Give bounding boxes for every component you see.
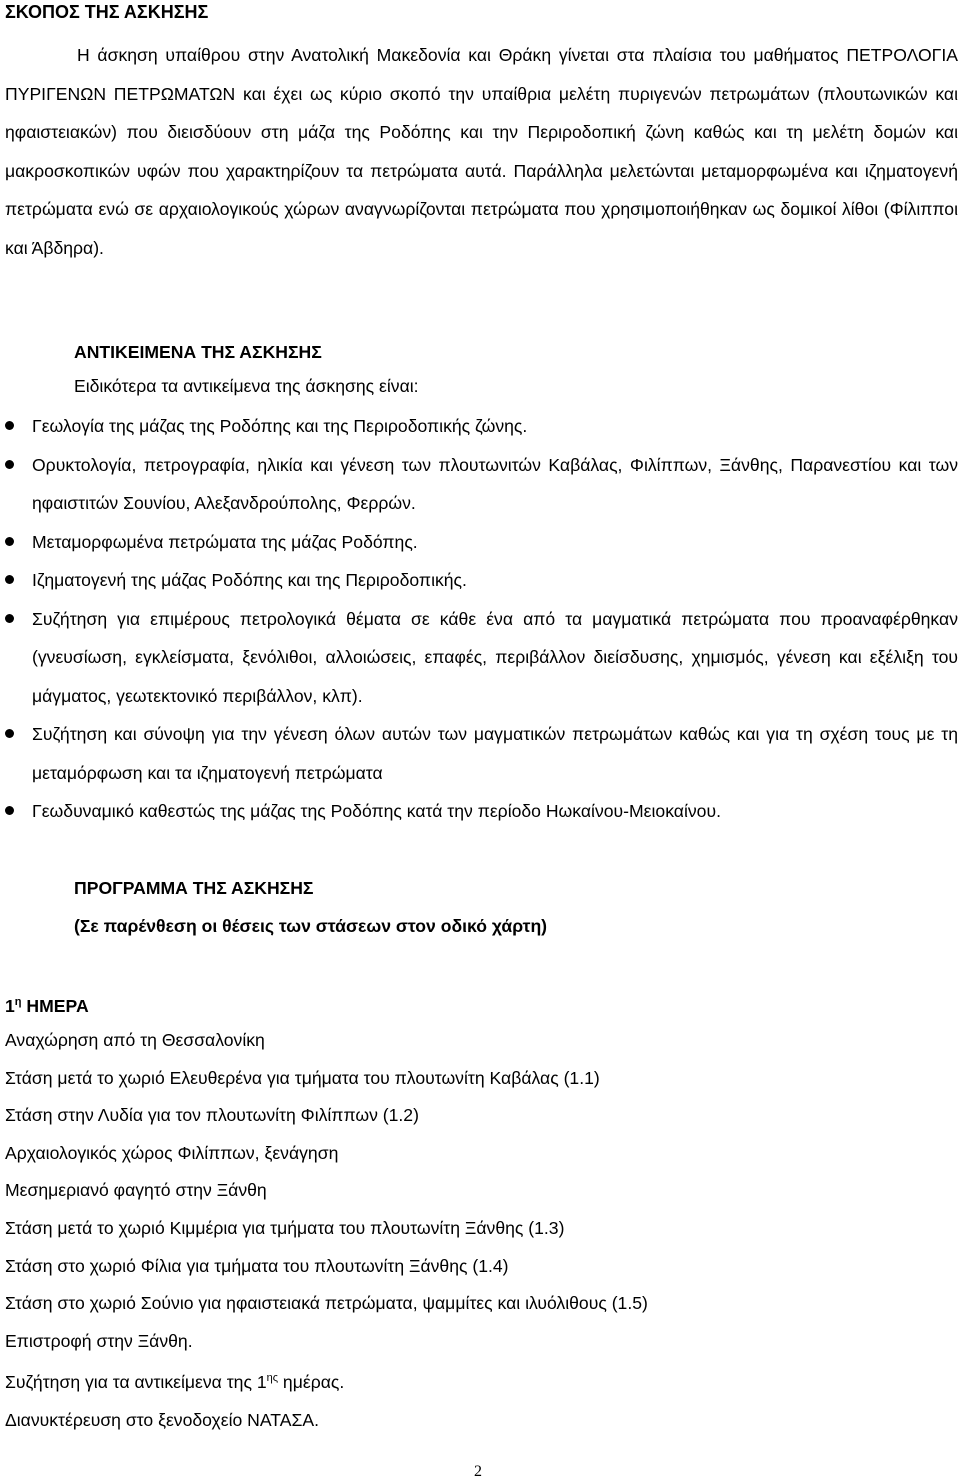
itinerary-item: Αρχαιολογικός χώρος Φιλίππων, ξενάγηση (5, 1142, 339, 1163)
bullet-icon (5, 806, 14, 815)
page-number: 2 (474, 1463, 482, 1480)
list-item: Μεταμορφωμένα πετρώματα της μάζας Ροδόπης. (0, 523, 960, 562)
itinerary-item: Στάση στην Λυδία για τον πλουτωνίτη Φιλίππων (1.2) (5, 1105, 419, 1126)
bullet-icon (5, 575, 14, 584)
itinerary-item: Μεσημεριανό φαγητό στην Ξάνθη (5, 1180, 267, 1201)
bullet-icon (5, 537, 14, 546)
itinerary-item: Στάση στο χωριό Σούνιο για ηφαιστειακά πετρώματα, ψαμμίτες και ιλυόλιθους (1.5) (5, 1293, 648, 1314)
list-item: Συζήτηση και σύνοψη για την γένεση όλων αυτών των μαγματικών πετρωμάτων καθώς και για τη σχέση τους με τη μεταμόρφωση και τα ιζηματογενή πετρώματα (0, 715, 960, 792)
list-item: Συζήτηση για επιμέρους πετρολογικά θέματα σε κάθε ένα από τα μαγματικά πετρώματα που προαναφέρθηκαν (γνευσίωση, εγκλείσματα, ξενόλιθοι, αλλοιώσεις, επαφές, περιβάλλον διείσδυσης, χημισμός, γένεση και εξέλιξη του μάγματος, γεωτεκτονικό περιβάλλον, κλπ). (0, 600, 960, 716)
itinerary-item: Επιστροφή στην Ξάνθη. (5, 1330, 193, 1351)
bullet-icon (5, 421, 14, 430)
bullet-icon (5, 729, 14, 738)
list-item: Γεωλογία της μάζας της Ροδόπης και της Περιροδοπικής ζώνης. (0, 407, 960, 446)
itinerary-item: Στάση μετά το χωριό Κιμμέρια για τμήματα του πλουτωνίτη Ξάνθης (1.3) (5, 1217, 565, 1238)
itinerary-item: Στάση στο χωριό Φίλια για τμήματα του πλουτωνίτη Ξάνθης (1.4) (5, 1255, 509, 1276)
day-heading: $1^\eta$ ΗΜΕΡΑ (5, 996, 89, 1016)
itinerary-discussion: Συζήτηση για τα αντικείμενα της $1^{\eta\varsigma}$ ημέρας. (5, 1372, 345, 1393)
list-item: Γεωδυναμικό καθεστώς της μάζας της Ροδόπης κατά την περίοδο Ηωκαίνου-Μειοκαίνου. (0, 792, 960, 831)
objectives-intro: Ειδικότερα τα αντικείμενα της άσκησης είναι: (74, 376, 419, 396)
itinerary-overnight: Διανυκτέρευση στο ξενοδοχείο ΝΑΤΑΣΑ. (5, 1409, 319, 1430)
programme-subtitle: (Σε παρένθεση οι θέσεις των στάσεων στον οδικό χάρτη) (74, 916, 548, 936)
section-title-programme: ΠΡΟΓΡΑΜΜΑ ΤΗΣ ΑΣΚΗΣΗΣ (74, 878, 314, 898)
itinerary-item: Στάση μετά το χωριό Ελευθερένα για τμήματα του πλουτωνίτη Καβάλας (1.1) (5, 1067, 600, 1088)
section-title-objectives: ΑΝΤΙΚΕΙΜΕΝΑ ΤΗΣ ΑΣΚΗΣΗΣ (74, 342, 322, 362)
list-item: Ιζηματογενή της μάζας Ροδόπης και της Περιροδοπικής. (0, 561, 960, 600)
bullet-icon (5, 460, 14, 469)
itinerary-item: Αναχώρηση από τη Θεσσαλονίκη (5, 1030, 265, 1050)
purpose-paragraph: Η άσκηση υπαίθρου στην Ανατολική Μακεδονία και Θράκη γίνεται στα πλαίσια του μαθήματος ΠΕΤΡΟΛΟΓΙΑ ΠΥΡΙΓΕΝΩΝ ΠΕΤΡΩΜΑΤΩΝ και έχει ως κύριο σκοπό την υπαίθρια μελέτη πυριγενών πετρωμάτων (πλουτωνικών και ηφαιστειακών) που διεισδύουν στη μάζα της Ροδόπης και την Περιροδοπική ζώνη καθώς και τη μελέτη δομών και μακροσκοπικών υφών που χαρακτηρίζουν τα πετρώματα αυτά. Παράλληλα μελετώνται μεταμορφωμένα και ιζηματογενή πετρώματα ενώ σε αρχαιολογικούς χώρων αναγνωρίζονται πετρώματα που χρησιμοποιήθηκαν ως δομικοί λίθοι (Φίλιπποι και Άβδηρα). (5, 45, 958, 258)
objectives-list (0, 407, 960, 831)
itinerary-list (5, 1022, 648, 1440)
section-title-purpose: ΣΚΟΠΟΣ ΤΗΣ ΑΣΚΗΣΗΣ (5, 2, 209, 22)
bullet-icon (5, 614, 14, 623)
list-item: Ορυκτολογία, πετρογραφία, ηλικία και γένεση των πλουτωνιτών Καβάλας, Φιλίππων, Ξάνθης, Παρανεστίου και των ηφαιστιτών Σουνίου, Αλεξανδρούπολης, Φερρών. (0, 446, 960, 523)
